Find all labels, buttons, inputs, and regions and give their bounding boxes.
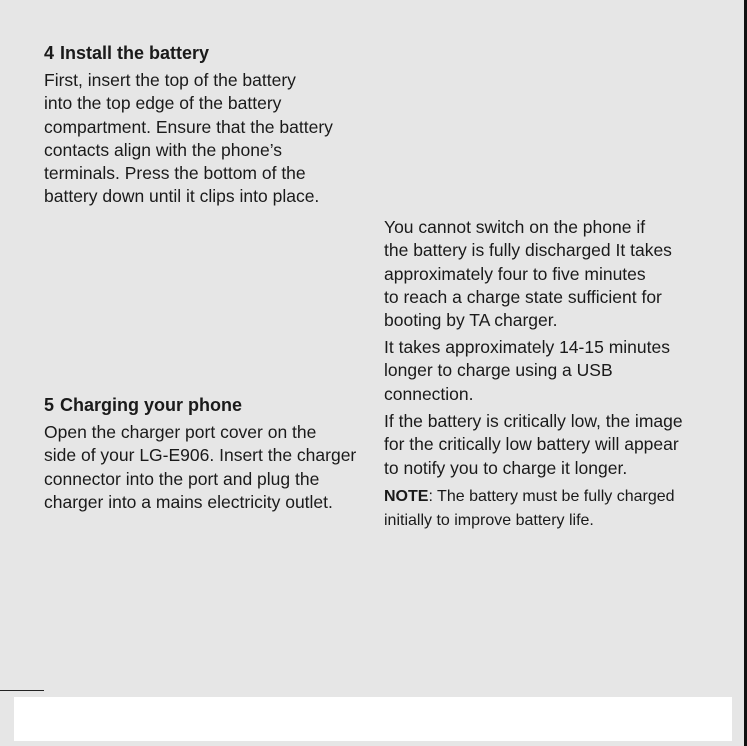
text-line: booting by TA charger. [384, 310, 558, 331]
low-battery-paragraph [384, 410, 683, 480]
note-line: initially to improve battery life. [384, 512, 594, 529]
text-line: to reach a charge state sufficient for [384, 286, 662, 307]
text-line: connection. [384, 383, 474, 404]
text-line: compartment. Ensure that the battery [44, 116, 333, 137]
text-line: If the battery is critically low, the image [384, 411, 683, 431]
section-number: 5 [44, 395, 55, 415]
text-line: connector into the port and plug the [44, 468, 320, 489]
install-battery-paragraph [44, 69, 333, 209]
charging-phone-paragraph [44, 421, 356, 514]
text-line: the battery is fully discharged It takes [384, 240, 672, 261]
text-line: You cannot switch on the phone if [384, 217, 646, 237]
footer-rule [0, 690, 44, 691]
section-title-text: Charging your phone [60, 395, 243, 415]
section-title-text: Install the battery [60, 43, 210, 63]
text-line: First, insert the top of the battery [44, 70, 296, 90]
footer-bar [14, 697, 732, 741]
note-text: : The battery must be fully charged [428, 488, 675, 505]
text-line: side of your LG-E906. Insert the charger [44, 445, 357, 466]
note-block [384, 485, 675, 533]
text-line: charger into a mains electricity outlet. [44, 491, 333, 512]
section-title-charging-phone [44, 394, 242, 416]
section-number: 4 [44, 43, 55, 63]
text-line: approximately four to five minutes [384, 263, 646, 284]
discharge-info-paragraph [384, 216, 672, 332]
text-line: to notify you to charge it longer. [384, 457, 628, 478]
note-line [384, 485, 675, 509]
text-line: It takes approximately 14-15 minutes [384, 337, 670, 357]
text-line: into the top edge of the battery [44, 93, 282, 114]
text-line: battery down until it clips into place. [44, 186, 320, 207]
section-title-install-battery [44, 42, 209, 64]
text-line: terminals. Press the bottom of the [44, 163, 306, 184]
text-line: longer to charge using a USB [384, 360, 613, 381]
text-line: contacts align with the phone’s [44, 139, 283, 160]
text-line: Open the charger port cover on the [44, 422, 317, 442]
usb-charge-paragraph [384, 336, 670, 406]
text-line: for the critically low battery will appear [384, 434, 679, 455]
note-label: NOTE [384, 488, 429, 505]
